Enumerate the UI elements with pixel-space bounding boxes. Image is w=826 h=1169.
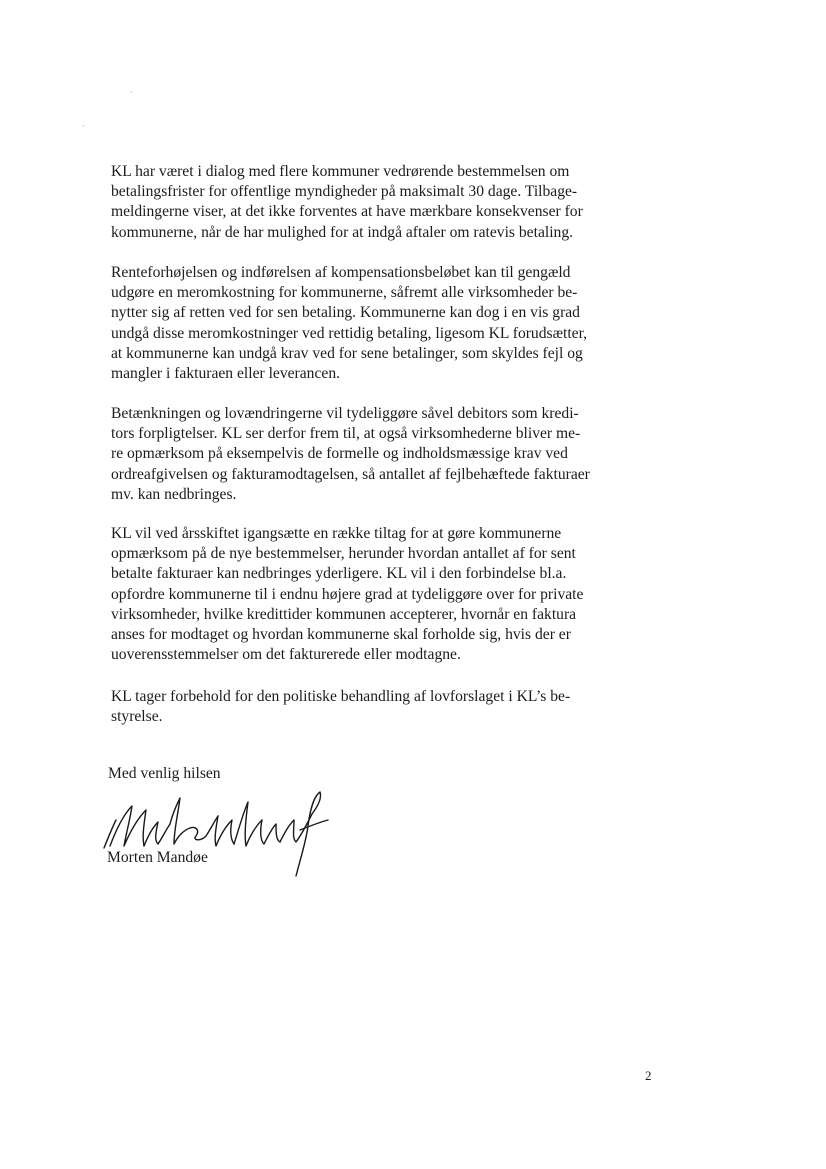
text-line: opfordre kommunerne til i endnu højere grad at tydeliggøre over for private — [111, 585, 584, 603]
text-line: kommunerne, når de har mulighed for at indgå aftaler om ratevis betaling. — [111, 223, 574, 241]
text-line: mv. kan nedbringes. — [111, 485, 237, 503]
text-line: Betænkningen og lovændringerne vil tydeliggøre såvel debitors som kredi- — [111, 405, 579, 422]
signer-name: Morten Mandøe — [107, 849, 208, 866]
paragraph — [111, 404, 611, 505]
page-number: 2 — [645, 1068, 652, 1083]
text-line: KL tager forbehold for den politiske behandling af lovforslaget i KL’s be- — [111, 688, 571, 705]
text-line: betalte fakturaer kan nedbringes yderligere. KL vil i den forbindelse bl.a. — [111, 565, 567, 583]
text-line: uoverensstemmelser om det fakturerede eller modtagne. — [111, 646, 461, 664]
closing-salutation: Med venlig hilsen — [108, 765, 221, 782]
scan-speck: ˏ — [82, 117, 85, 127]
text-line: re opmærksom på eksempelvis de formelle og indholdsmæssige krav ved — [111, 445, 568, 463]
text-line: at kommunerne kan undgå krav ved for sene betalinger, som skyldes fejl og — [111, 344, 583, 362]
text-line: styrelse. — [111, 708, 163, 726]
text-line: KL vil ved årsskiftet igangsætte en række tiltag for at gøre kommunerne — [111, 525, 562, 542]
text-line: KL har været i dialog med flere kommuner vedrørende bestemmelsen om — [111, 163, 570, 180]
text-line: betalingsfrister for offentlige myndigheder på maksimalt 30 dage. Tilbage- — [111, 183, 578, 201]
text-line: tors forpligtelser. KL ser derfor frem til, at også virksomhederne bliver me- — [111, 425, 581, 443]
text-line: nytter sig af retten ved for sen betaling. Kommunerne kan dog i en vis grad — [111, 304, 580, 322]
text-line: virksomheder, hvilke kredittider kommunen accepterer, hvornår en faktura — [111, 605, 577, 623]
paragraph — [111, 524, 611, 665]
paragraph — [111, 263, 611, 384]
scan-speck: ˏ — [130, 83, 133, 93]
text-line: meldingerne viser, at det ikke forventes at have mærkbare konsekvenser for — [111, 203, 583, 221]
text-line: mangler i fakturaen eller leverancen. — [111, 365, 341, 383]
text-line: anses for modtaget og hvordan kommunerne skal forholde sig, hvis der er — [111, 626, 571, 644]
paragraph — [111, 687, 611, 727]
text-line: undgå disse meromkostninger ved rettidig betaling, ligesom KL forudsætter, — [111, 324, 588, 342]
paragraph — [111, 162, 611, 243]
text-line: udgøre en meromkostning for kommunerne, såfremt alle virksomheder be- — [111, 284, 578, 302]
text-line: ordreafgivelsen og fakturamodtagelsen, så antallet af fejlbehæftede fakturaer — [111, 465, 590, 483]
text-line: opmærksom på de nye bestemmelser, herunder hvordan antallet af for sent — [111, 545, 576, 563]
text-line: Renteforhøjelsen og indførelsen af kompensationsbeløbet kan til gengæld — [111, 264, 571, 281]
